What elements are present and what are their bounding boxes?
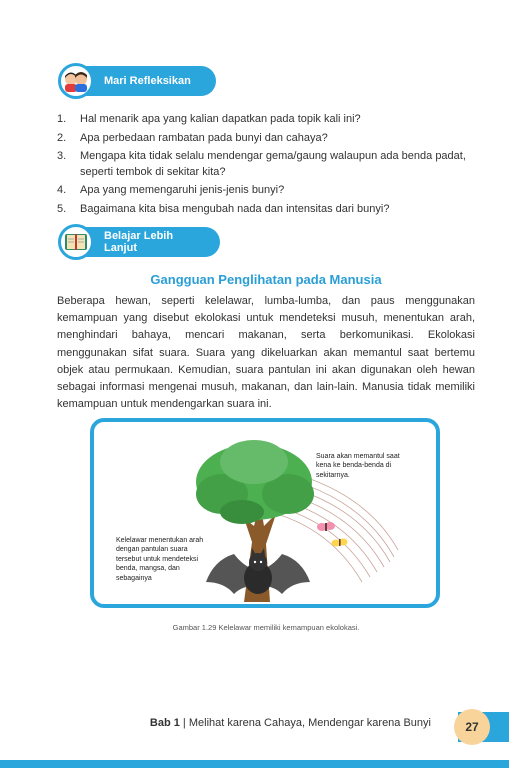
footer-title: Melihat karena Cahaya, Mendengar karena Bunyi: [188, 717, 431, 729]
list-item: 3. Mengapa kita tidak selalu mendengar gema/gaung walaupun ada benda padat, seperti tembok di sekitar kita?: [57, 150, 466, 178]
page-number: 27: [454, 709, 490, 745]
bottom-stripe: [0, 760, 509, 768]
footer-separator: |: [179, 717, 189, 729]
reflection-questions: [57, 112, 475, 220]
article-body: Beberapa hewan, seperti kelelawar, lumba-lumba, dan paus menggunakan kemampuan yang disebut ekolokasi untuk mendeteksi musuh, menentukan arah, menghindari bahaya, mencari makanan, serta berkomunikasi. Ekolokasi menggunakan sifat suara. Suara yang dikeluarkan akan memantul saat bertemu objek atau permukaan. Kemudian, suara pantulan ini akan digunakan oleh hewan sebagai informasi mengenai musuh, makanan, dan lain-lain. Manusia tidak memiliki kemampuan untuk mendengarkan suara ini.: [57, 295, 475, 411]
figure-caption: Gambar 1.29 Kelelawar memiliki kemampuan ekolokasi.: [172, 623, 360, 632]
butterfly-icon: [317, 522, 335, 531]
section-label-further: Belajar Lebih Lanjut: [104, 230, 174, 254]
section-header-reflection: [60, 66, 216, 96]
children-icon: [58, 63, 94, 99]
list-item: 5. Bagaimana kita bisa mengubah nada dan intensitas dari bunyi?: [57, 202, 390, 215]
footer-chapter: Bab 1: [149, 717, 180, 729]
book-icon: [58, 224, 94, 260]
figure-label-top: Suara akan memantul saat kena ke benda-benda di sekitarnya.: [316, 453, 400, 479]
section-header-further: [60, 227, 220, 257]
section-label-reflection: Mari Refleksikan: [104, 75, 191, 87]
figure-label-bottom: Kelelawar menentukan arah dengan pantulan suara tersebut untuk mendeteksi benda, mangsa, dan sebagainya: [116, 537, 204, 582]
footer-chapter-line: [150, 717, 431, 729]
echolocation-figure: [90, 418, 440, 608]
article-title: Gangguan Penglihatan pada Manusia: [150, 272, 382, 287]
bat-icon: [206, 548, 310, 594]
list-item: 2. Apa perbedaan rambatan pada bunyi dan cahaya?: [57, 131, 328, 144]
list-item: 1. Hal menarik apa yang kalian dapatkan pada topik kali ini?: [57, 113, 361, 125]
list-item: 4. Apa yang memengaruhi jenis-jenis bunyi?: [57, 184, 285, 196]
